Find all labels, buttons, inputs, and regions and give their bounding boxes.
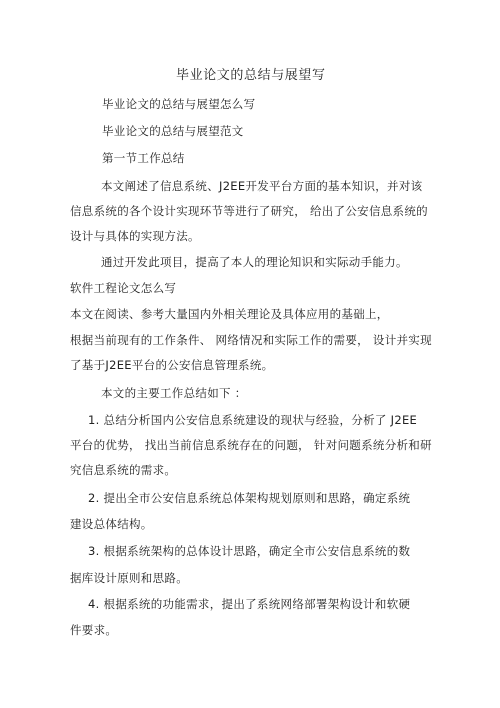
text-line: 本文的主要工作总结如下 ：: [101, 386, 247, 400]
list-item: 1. 总结分析国内公安信息系统建设的现状与经验，分析了 J2EE: [88, 413, 418, 427]
text-line: 了基于J2EE平台的公安信息管理系统。: [70, 358, 274, 372]
text-line: 本文在阅读、参考大量国内外相关理论及具体应用的基础上，: [70, 307, 389, 321]
text-line: 本文阐述了信息系统、J2EE开发平台方面的基本知识，并对该: [101, 179, 423, 193]
text-line: 平台的优势， 找出当前信息系统存在的问题， 针对问题系统分析和研: [70, 438, 432, 452]
text-line: 通过开发此项目，提高了本人的理论知识和实际动手能力。: [101, 255, 408, 269]
section-heading: 软件工程论文怎么写: [70, 281, 177, 295]
list-item: 2. 提出全市公安信息系统总体架构规划原则和思路，确定系统: [88, 491, 411, 505]
text-line: 件要求。: [70, 623, 118, 637]
text-line: 建设总体结构。: [70, 517, 153, 531]
list-item: 4. 根据系统的功能需求，提出了系统网络部署架构设计和软硬: [88, 597, 411, 611]
text-line: 根据当前现有的工作条件、 网络情况和实际工作的需要， 设计并实现: [70, 333, 432, 347]
list-item: 3. 根据系统架构的总体设计思路，确定全市公安信息系统的数: [88, 544, 411, 558]
text-line: 据库设计原则和思路。: [70, 571, 188, 585]
document-title: 毕业论文的总结与展望写: [176, 68, 326, 83]
text-line: 信息系统的各个设计实现环节等进行了研究， 给出了公安信息系统的: [70, 204, 428, 218]
section-heading: 第一节工作总结: [102, 151, 185, 165]
text-line: 设计与具体的实现方法。: [70, 229, 200, 243]
text-line: 毕业论文的总结与展望范文: [102, 124, 244, 138]
text-line: 毕业论文的总结与展望怎么写: [102, 97, 256, 111]
text-line: 究信息系统的需求。: [70, 463, 177, 477]
